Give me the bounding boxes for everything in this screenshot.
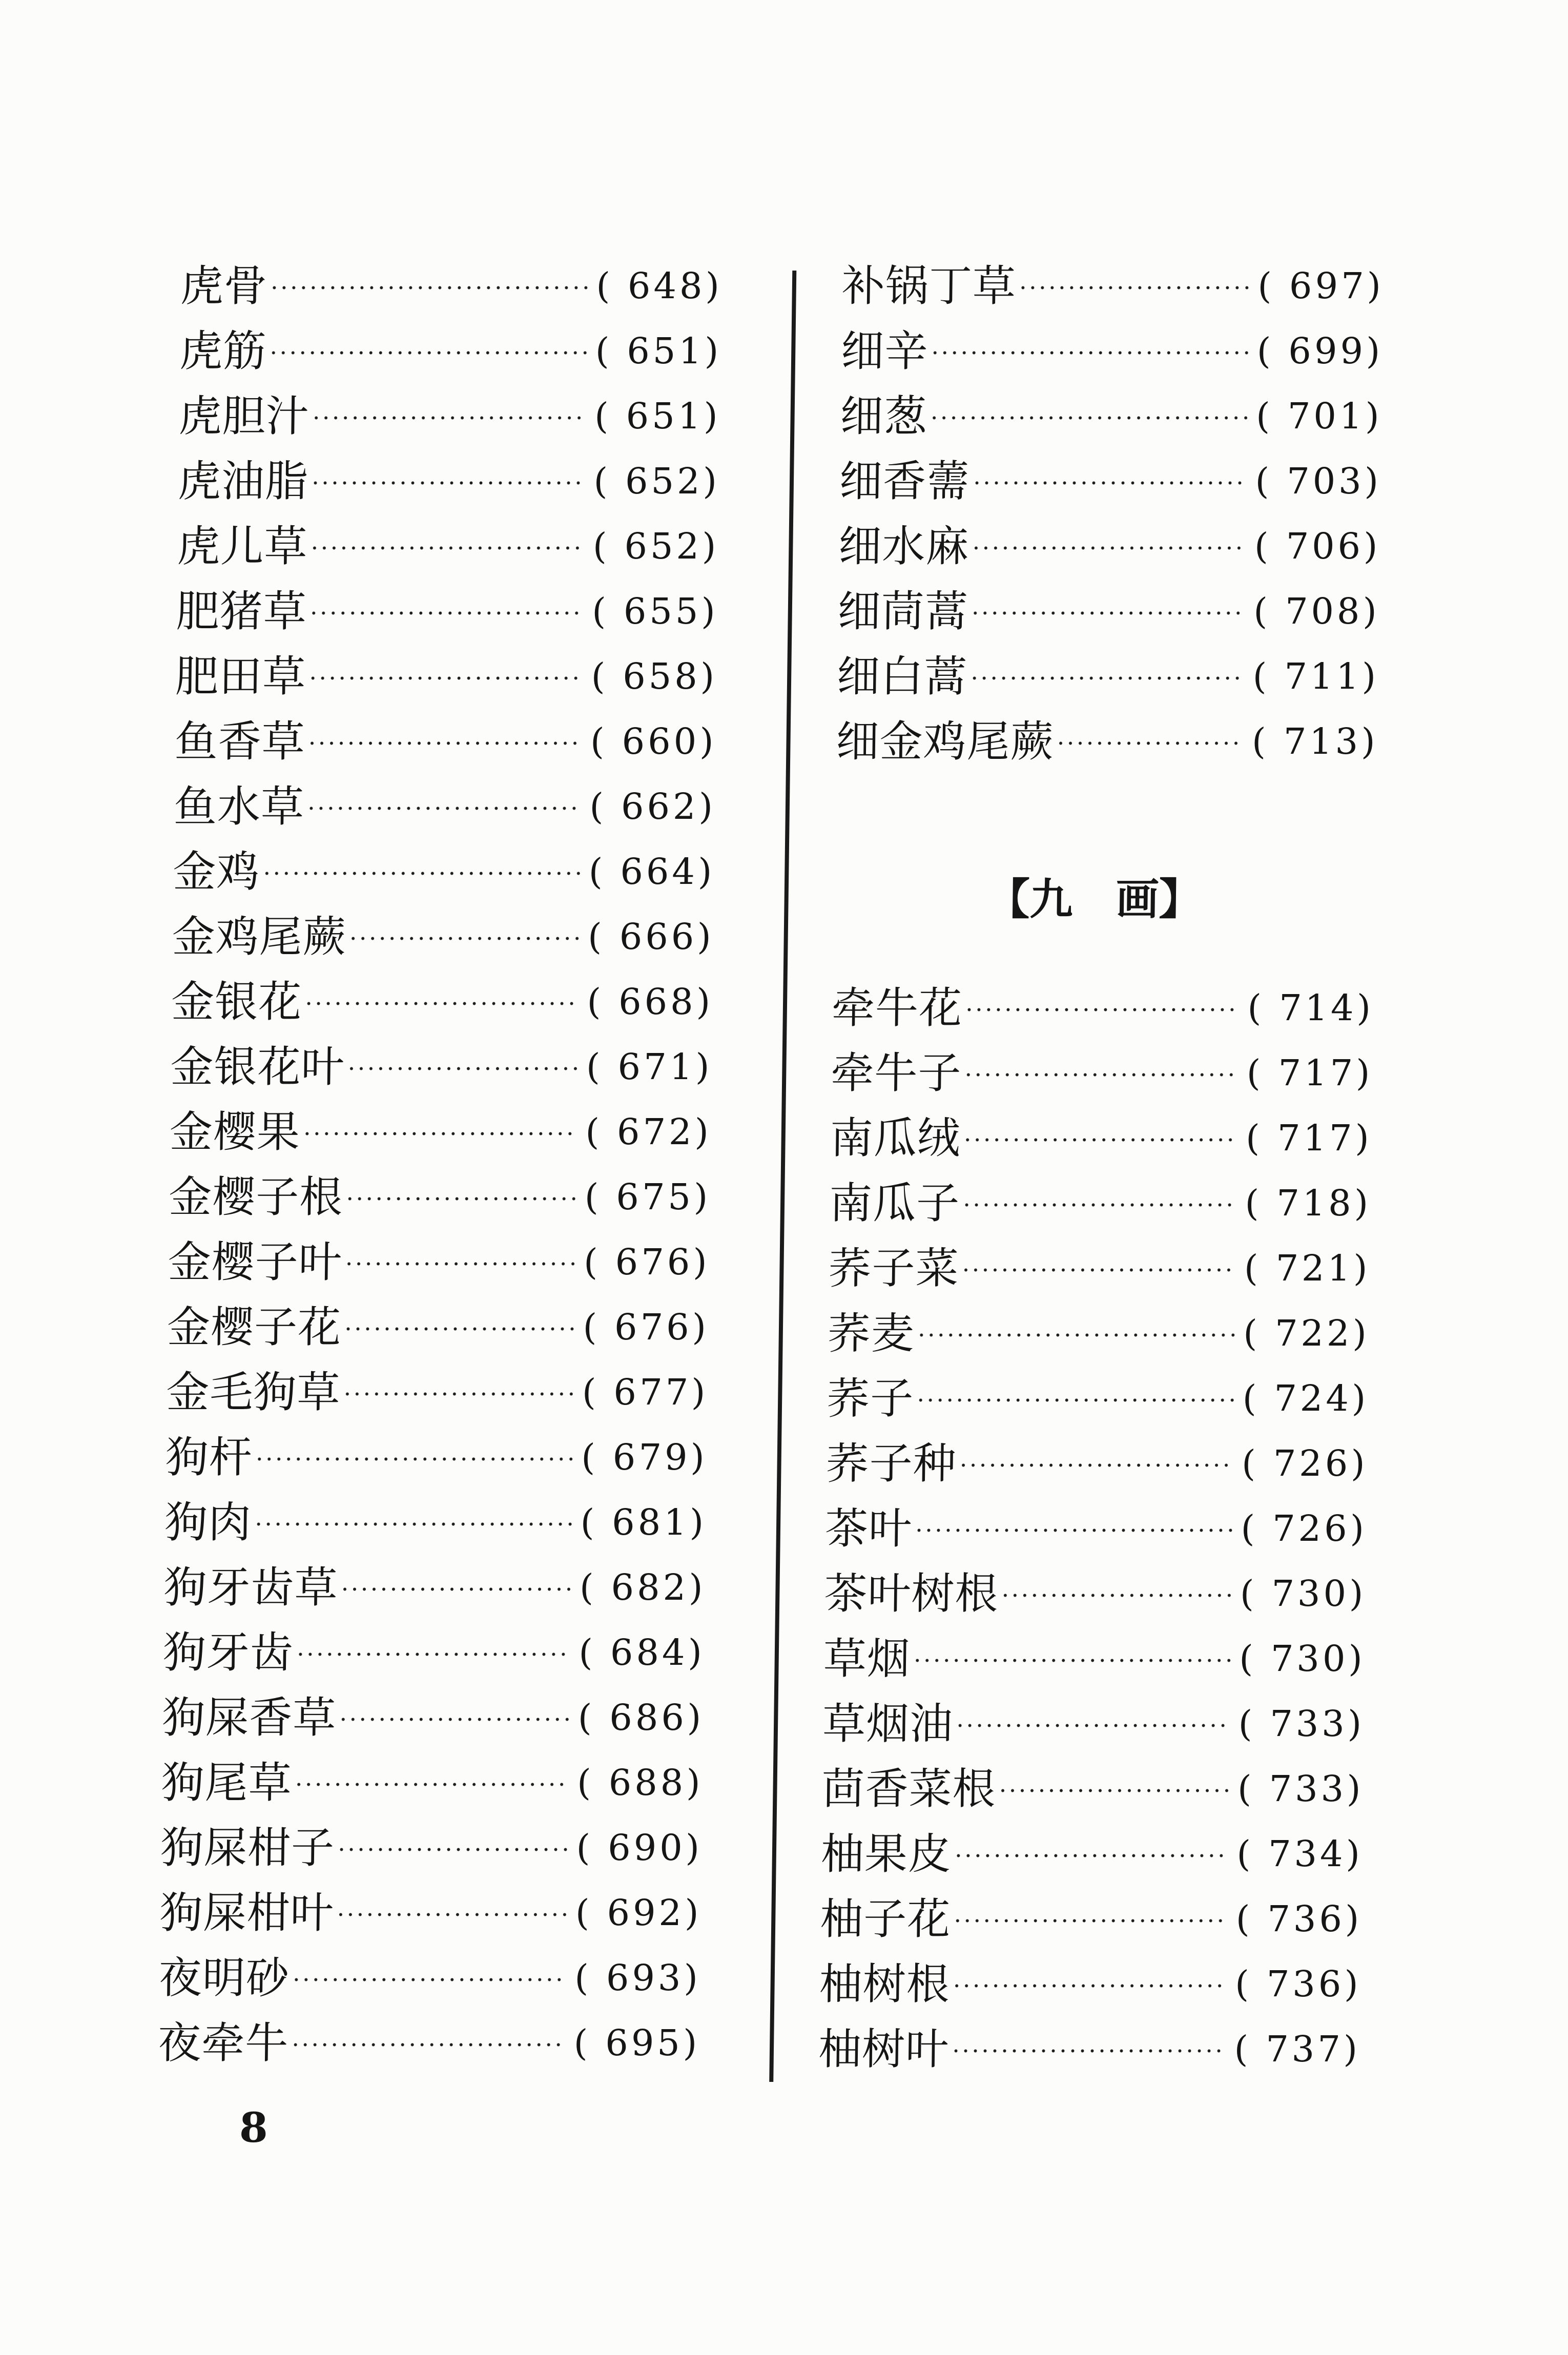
entry-page-reference: ( 651) — [595, 329, 722, 372]
entry-name: 鱼香草 — [174, 716, 306, 767]
index-entry — [162, 1620, 706, 1685]
index-entry — [169, 1099, 712, 1164]
entry-name: 荞子 — [826, 1373, 914, 1423]
index-entry — [157, 2010, 700, 2075]
entry-page-reference: ( 736) — [1234, 1963, 1362, 2005]
index-entry — [180, 253, 723, 318]
index-entry — [820, 1821, 1364, 1886]
entry-page-reference: ( 703) — [1255, 460, 1382, 502]
dot-leader — [952, 1951, 1228, 2016]
index-entry — [824, 1496, 1368, 1561]
dot-leader — [952, 1886, 1228, 1951]
index-entry — [173, 774, 716, 839]
entry-page-reference: ( 722) — [1243, 1312, 1370, 1354]
index-entry — [829, 1170, 1372, 1235]
entry-name: 细香薷 — [839, 456, 971, 506]
dot-leader — [294, 1750, 570, 1815]
entry-page-reference: ( 721) — [1244, 1247, 1371, 1289]
entry-name: 细白蒿 — [836, 651, 968, 701]
index-entry — [161, 1750, 704, 1815]
dot-leader — [269, 253, 589, 318]
dot-leader — [346, 1034, 579, 1099]
dot-leader — [972, 448, 1248, 513]
dot-leader — [311, 383, 587, 448]
dot-leader — [336, 1880, 568, 1945]
dot-leader — [912, 1626, 1232, 1691]
index-entry — [159, 1880, 703, 1945]
entry-page-reference: ( 699) — [1256, 329, 1384, 372]
index-entry — [164, 1490, 707, 1555]
entry-page-reference: ( 690) — [576, 1826, 703, 1869]
entry-page-reference: ( 660) — [590, 720, 717, 762]
index-entry — [819, 1886, 1363, 1951]
entry-page-reference: ( 724) — [1242, 1377, 1369, 1419]
entry-name: 狗肉 — [164, 1497, 252, 1547]
dot-leader — [302, 1099, 578, 1164]
dot-leader — [262, 839, 582, 904]
dot-leader — [295, 1620, 571, 1685]
entry-page-reference: ( 648) — [595, 264, 723, 307]
entry-page-reference: ( 666) — [587, 915, 715, 958]
entry-page-reference: ( 714) — [1247, 986, 1374, 1029]
entry-page-reference: ( 692) — [575, 1891, 702, 1934]
entry-name: 茴香菜根 — [821, 1763, 997, 1814]
index-entry — [175, 644, 718, 709]
index-entry — [176, 579, 719, 644]
dot-leader — [310, 513, 586, 579]
entry-name: 肥猪草 — [176, 586, 307, 636]
entry-name: 金鸡 — [172, 846, 260, 897]
entry-name: 虎儿草 — [176, 521, 308, 571]
entry-page-reference: ( 677) — [582, 1371, 709, 1413]
entry-name: 柚树根 — [819, 1958, 951, 2009]
index-entry — [822, 1691, 1365, 1756]
index-entry — [165, 1424, 708, 1490]
entry-page-reference: ( 652) — [592, 525, 719, 567]
entry-page-reference: ( 676) — [582, 1306, 710, 1348]
entry-page-reference: ( 652) — [593, 460, 720, 502]
entry-page-reference: ( 706) — [1254, 525, 1381, 567]
index-entry — [167, 1294, 710, 1359]
entry-page-reference: ( 733) — [1237, 1767, 1365, 1810]
index-entry — [840, 318, 1384, 383]
dot-leader — [998, 1756, 1230, 1821]
entry-page-reference: ( 730) — [1240, 1572, 1367, 1615]
entry-name: 金樱子叶 — [167, 1236, 343, 1287]
entry-name: 狗牙齿草 — [163, 1562, 339, 1613]
entry-name: 细水麻 — [838, 521, 970, 571]
entry-page-reference: ( 682) — [579, 1566, 707, 1608]
dot-leader — [971, 513, 1247, 579]
entry-name: 细辛 — [840, 325, 929, 376]
index-entry — [828, 1235, 1371, 1300]
index-entry — [158, 1945, 702, 2010]
dot-leader — [1000, 1561, 1233, 1626]
right-index-column-bottom — [818, 975, 1374, 2081]
entry-name: 牵牛子 — [830, 1047, 962, 1098]
index-entry — [836, 709, 1379, 774]
dot-leader — [344, 1229, 576, 1294]
column-divider — [769, 271, 796, 2082]
index-entry — [174, 709, 717, 774]
dot-leader — [1018, 253, 1250, 318]
entry-name: 虎筋 — [179, 325, 267, 376]
entry-page-reference: ( 695) — [573, 2021, 700, 2064]
index-entry — [831, 1040, 1374, 1105]
index-entry — [840, 383, 1383, 448]
index-entry — [831, 975, 1374, 1040]
entry-name: 狗杆 — [165, 1432, 253, 1482]
entry-name: 夜牵牛 — [157, 2017, 289, 2068]
entry-page-reference: ( 688) — [576, 1761, 704, 1804]
entry-name: 虎胆汁 — [178, 390, 310, 441]
entry-name: 金樱子花 — [167, 1302, 342, 1352]
entry-page-reference: ( 718) — [1245, 1182, 1372, 1224]
entry-page-reference: ( 711) — [1252, 655, 1379, 697]
index-entry — [836, 644, 1379, 709]
index-entry — [819, 1951, 1362, 2016]
dot-leader — [953, 1821, 1229, 1886]
index-entry — [173, 839, 716, 904]
dot-leader — [303, 969, 580, 1034]
entry-page-reference: ( 664) — [588, 850, 715, 893]
entry-page-reference: ( 671) — [586, 1045, 713, 1088]
dot-leader — [961, 1170, 1237, 1235]
entry-name: 金樱子根 — [168, 1171, 343, 1222]
entry-page-reference: ( 734) — [1236, 1832, 1364, 1875]
left-index-column — [157, 253, 723, 2075]
dot-leader — [929, 383, 1249, 448]
entry-name: 狗屎柑叶 — [159, 1887, 335, 1938]
entry-page-reference: ( 684) — [578, 1631, 706, 1674]
entry-name: 夜明砂 — [158, 1952, 290, 2003]
entry-page-reference: ( 662) — [589, 785, 716, 828]
dot-leader — [344, 1164, 577, 1229]
index-entry — [178, 383, 721, 448]
entry-name: 狗屎柑子 — [160, 1822, 335, 1873]
index-entry — [830, 1105, 1373, 1170]
entry-page-reference: ( 726) — [1240, 1507, 1368, 1550]
entry-name: 荞子菜 — [828, 1243, 960, 1293]
index-entry — [838, 513, 1381, 579]
entry-page-reference: ( 668) — [587, 980, 714, 1023]
entry-page-reference: ( 658) — [591, 655, 718, 697]
entry-name: 茶叶树根 — [823, 1568, 999, 1619]
dot-leader — [951, 2016, 1227, 2081]
entry-page-reference: ( 726) — [1241, 1442, 1369, 1484]
entry-name: 补锅丁草 — [841, 260, 1017, 311]
entry-name: 南瓜子 — [829, 1178, 960, 1228]
index-entry — [171, 969, 714, 1034]
dot-leader — [962, 1105, 1239, 1170]
dot-leader — [310, 448, 586, 513]
dot-leader — [338, 1685, 571, 1750]
index-entry — [827, 1300, 1370, 1366]
entry-name: 鱼水草 — [173, 781, 305, 832]
entry-name: 金毛狗草 — [166, 1367, 341, 1417]
entry-name: 南瓜绒 — [830, 1112, 961, 1163]
entry-name: 肥田草 — [175, 651, 306, 701]
dot-leader — [340, 1555, 572, 1620]
entry-page-reference: ( 686) — [577, 1696, 705, 1739]
dot-leader — [958, 1431, 1234, 1496]
entry-page-reference: ( 708) — [1253, 590, 1380, 632]
entry-page-reference: ( 733) — [1238, 1702, 1365, 1745]
page-number: 8 — [239, 2103, 269, 2152]
dot-leader — [306, 774, 582, 839]
entry-name: 茶叶 — [824, 1503, 913, 1554]
entry-page-reference: ( 717) — [1245, 1117, 1373, 1159]
index-entry — [826, 1431, 1369, 1496]
index-entry — [177, 448, 720, 513]
entry-name: 牵牛花 — [831, 982, 963, 1033]
entry-name: 细金鸡尾蕨 — [835, 716, 1055, 767]
dot-leader — [964, 975, 1240, 1040]
dot-leader — [308, 579, 585, 644]
dot-leader — [336, 1815, 569, 1880]
entry-name: 草烟油 — [822, 1698, 954, 1749]
entry-page-reference: ( 730) — [1239, 1637, 1366, 1680]
entry-page-reference: ( 737) — [1234, 2028, 1361, 2070]
index-entry — [818, 2016, 1361, 2081]
index-entry — [823, 1626, 1366, 1691]
entry-name: 草烟 — [823, 1633, 911, 1684]
index-entry — [168, 1164, 711, 1229]
index-entry — [160, 1815, 703, 1880]
entry-name: 金银花叶 — [170, 1041, 345, 1092]
dot-leader — [254, 1424, 574, 1490]
entry-name: 金樱果 — [169, 1106, 301, 1157]
entry-name: 狗牙齿 — [162, 1627, 294, 1678]
entry-name: 柚果皮 — [820, 1828, 952, 1879]
entry-page-reference: ( 679) — [581, 1436, 708, 1478]
dot-leader — [969, 644, 1245, 709]
section-heading-nine-strokes: 【九 画】 — [986, 874, 1203, 924]
dot-leader — [307, 709, 583, 774]
index-entry — [826, 1366, 1369, 1431]
entry-name: 狗屎香草 — [161, 1692, 337, 1743]
entry-page-reference: ( 697) — [1257, 264, 1385, 307]
index-entry — [163, 1555, 707, 1620]
dot-leader — [291, 1945, 567, 2010]
entry-name: 荞子种 — [825, 1438, 957, 1489]
index-entry — [177, 513, 720, 579]
entry-name: 细茼蒿 — [837, 586, 969, 636]
index-entry — [161, 1685, 705, 1750]
dot-leader — [290, 2010, 566, 2075]
right-index-column-top — [836, 253, 1385, 774]
dot-leader — [342, 1359, 575, 1424]
index-entry — [166, 1359, 709, 1424]
entry-name: 柚子花 — [819, 1893, 951, 1944]
entry-page-reference: ( 717) — [1246, 1051, 1373, 1094]
dot-leader — [343, 1294, 575, 1359]
index-entry — [837, 579, 1380, 644]
dot-leader — [961, 1235, 1237, 1300]
dot-leader — [915, 1366, 1235, 1431]
dot-leader — [930, 318, 1249, 383]
entry-page-reference: ( 693) — [574, 1956, 702, 1999]
dot-leader — [307, 644, 584, 709]
dot-leader — [253, 1490, 573, 1555]
entry-page-reference: ( 672) — [585, 1110, 712, 1153]
entry-page-reference: ( 701) — [1255, 395, 1383, 437]
entry-page-reference: ( 655) — [591, 590, 719, 632]
entry-page-reference: ( 676) — [583, 1241, 711, 1283]
entry-name: 荞麦 — [827, 1308, 915, 1358]
entry-page-reference: ( 681) — [580, 1501, 707, 1543]
index-entry — [172, 904, 715, 969]
entry-page-reference: ( 736) — [1235, 1897, 1363, 1940]
index-entry — [839, 448, 1382, 513]
dot-leader — [963, 1040, 1240, 1105]
entry-page-reference: ( 713) — [1251, 720, 1379, 762]
index-entry — [841, 253, 1385, 318]
dot-leader — [970, 579, 1246, 644]
index-entry — [179, 318, 722, 383]
entry-name: 柚树叶 — [818, 2023, 950, 2074]
index-entry — [170, 1034, 713, 1099]
index-entry — [821, 1756, 1365, 1821]
index-entry — [824, 1561, 1367, 1626]
entry-page-reference: ( 675) — [584, 1175, 711, 1218]
dot-leader — [268, 318, 588, 383]
dot-leader — [914, 1496, 1233, 1561]
dot-leader — [348, 904, 581, 969]
entry-page-reference: ( 651) — [594, 395, 721, 437]
entry-name: 金鸡尾蕨 — [172, 911, 347, 962]
index-entry — [168, 1229, 711, 1294]
entry-name: 金银花 — [171, 976, 302, 1027]
dot-leader — [955, 1691, 1231, 1756]
dot-leader — [1056, 709, 1245, 774]
entry-name: 虎油脂 — [177, 456, 309, 506]
dot-leader — [916, 1300, 1236, 1366]
entry-name: 细葱 — [840, 390, 928, 441]
entry-name: 虎骨 — [180, 260, 268, 311]
entry-name: 狗尾草 — [161, 1757, 293, 1808]
